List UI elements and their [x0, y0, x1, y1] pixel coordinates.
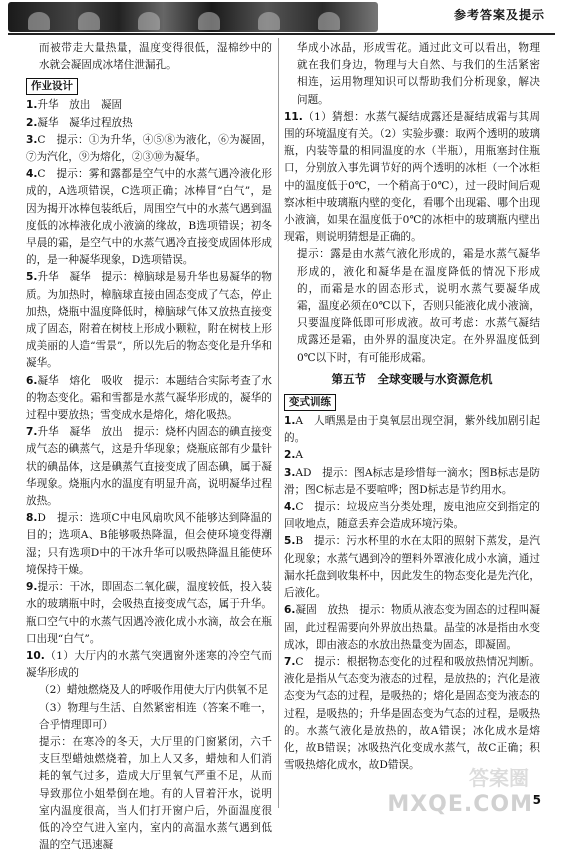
answer-item — [26, 132, 272, 166]
header-title: 参考答案及提示 — [453, 8, 545, 22]
answer-item — [26, 269, 272, 372]
item-text: （1）猜想：水蒸气凝结成露还是凝结成霜与其周围的环境温度有关。（2）实验步骤：取两个透明的玻璃瓶，内装等量的相同温度的水（半瓶），用瓶塞封住瓶口，分别放入事先调节好的两个透明的冰柜（一个冰柜中的温度低于0℃，一个稍高于0℃），过一段时间后观察冰柜中玻璃瓶内壁的变化，看哪个出现霜、哪个出现小液滴，如果在温度低于0℃的冰柜中的玻璃瓶内壁出现霜，则说明猜想是正确的。 — [284, 110, 540, 244]
item-number: 6. — [26, 374, 38, 387]
item-number: 2. — [26, 116, 38, 129]
answer-item — [26, 166, 272, 269]
column-divider — [278, 38, 279, 808]
item-number: 7. — [284, 655, 296, 668]
item-text: C 提示：垃圾应当分类处理，废电池应交到指定的回收地点，随意丢弃会造成环境污染。 — [284, 501, 540, 531]
item-number: 4. — [26, 168, 38, 181]
answer-item — [284, 465, 540, 499]
answer-item — [26, 648, 272, 682]
item-number: 6. — [284, 604, 296, 617]
answer-paragraph: （3）物理与生活、自然紧密相连（答案不唯一，合乎情理即可） — [39, 701, 272, 731]
answer-paragraph: 华成小冰晶，形成雪花。通过此文可以看出，物理就在我们身边，物理与大自然、与我们的生活紧密相连，运用物理知识可以帮助我们分析现象，解决问题。 — [297, 42, 540, 106]
item-text: C 提示：①为升华，④⑤⑧为液化，⑥为凝固，⑦为汽化，⑨为熔化，②③⑩为凝华。 — [26, 133, 272, 164]
item-text: C 提示：雾和露都是空气中的水蒸气遇冷液化形成的，A选项错误，C选项正确；冰棒冒“白气”，是因为揭开冰棒包装纸后，周围空气中的水蒸气遇到温度低的冰棒液化成小液滴的缘故，B选项错误；初冬早晨的霜，是空气中的水蒸气遇冷直接变成固体形成的，是一种凝华现象，D选项错误。 — [26, 168, 272, 267]
item-text: 凝固 放热 提示：物质从液态变为固态的过程叫凝固，此过程需要向外界放出热量。晶莹的冰是指由水变成冰，即由液态的水放出热量变为固态，即凝固。 — [284, 604, 540, 651]
section-label: 变式训练 — [284, 394, 336, 411]
answer-item — [26, 510, 272, 579]
item-number: 3. — [26, 133, 38, 146]
item-text: 升华 凝华 放出 提示：烧杯内固态的碘直接变成气态的碘蒸气，这是升华现象；烧瓶底部有少量针状的碘晶体，这是碘蒸气直接变成了固态碘，属于凝华现象。烧瓶内水的温度有明显升高，说明凝华过程放热。 — [26, 426, 272, 508]
watermark-url: MXQE.COM — [387, 792, 533, 817]
item-text: C 提示：根据物态变化的过程和吸放热情况判断。液化是指从气态变为液态的过程，是放热的；汽化是液态变为气态的过程，是吸热的；熔化是固态变为液态的过程，是吸热的；升华是固态变为气态的过程，是吸热的。水蒸气液化是放热的，故A错误；冰化成水是熔化，故B错误；冰吸热汽化变成水蒸气，故C正确；积雪吸热熔化成水，故D错误。 — [284, 655, 540, 772]
item-text: 凝华 凝华过程放热 — [37, 116, 133, 129]
item-number: 10. — [26, 649, 45, 662]
answer-item — [284, 654, 540, 774]
answer-item — [26, 97, 272, 114]
item-number: 5. — [284, 535, 296, 548]
page-header — [0, 0, 563, 34]
answer-item — [284, 109, 540, 247]
item-text: 提示：干冰，即固态二氧化碳，温度较低，投入装水的玻璃瓶中时，会吸热直接变成气态，属于升华。瓶口空气中的水蒸气因遇冷液化成小水滴，故会在瓶口出现“白气”。 — [26, 581, 272, 645]
header-rule — [8, 33, 555, 35]
item-number: 3. — [284, 466, 296, 479]
item-number: 2. — [284, 449, 296, 462]
answer-item — [284, 533, 540, 602]
item-number: 7. — [26, 426, 38, 439]
section-title: 第五节 全球变暖与水资源危机 — [331, 371, 493, 386]
header-decoration-banner — [8, 2, 378, 32]
item-text: A — [295, 449, 304, 462]
answer-paragraph: 提示：在寒冷的冬天，大厅里的门窗紧闭，六千支巨型蜡烛燃烧着，加上人又多，蜡烛和人们消耗的氧气过多，造成大厅里氧气严重不足，从而导致那位小姐晕倒在地。有的人冒着汗水，说明室内温度很高，当人们打开窗户后，外面温度很低的冷空气进入室内，室内的高温水蒸气遇到低温的空气迅速凝 — [39, 735, 272, 852]
item-text: 升华 放出 凝固 — [37, 99, 123, 112]
answer-paragraph: （2）蜡烛燃烧及人的呼吸作用使大厅内供氧不足 — [39, 684, 269, 697]
item-number: 1. — [284, 415, 296, 428]
answer-item — [26, 373, 272, 425]
answer-paragraph: 而被带走大量热量，温度变得很低，湿棉纱中的水就会凝固成冰堵住泄漏孔。 — [39, 42, 272, 72]
page-number: 5 — [532, 793, 541, 807]
item-number: 5. — [26, 271, 38, 284]
item-number: 4. — [284, 501, 296, 514]
item-text: （1）大厅内的水蒸气突遇窗外迷寒的冷空气而凝华形成的 — [26, 649, 272, 680]
section-label: 作业设计 — [26, 78, 78, 95]
answer-item — [284, 499, 540, 533]
answer-item — [26, 115, 272, 132]
item-number: 11. — [284, 110, 303, 123]
answer-item — [284, 447, 540, 464]
section-label-row — [284, 390, 540, 413]
item-text: B 提示：污水杯里的水在太阳的照射下蒸发，是汽化现象；水蒸气遇到冷的塑料外罩液化成小水滴，通过漏水托盘到收集杯中，因此发生的物态变化是先汽化，后液化。 — [284, 535, 540, 600]
watermark-logo: 答案圈 — [469, 766, 529, 790]
item-number: 8. — [26, 512, 38, 525]
item-text: 凝华 熔化 吸收 提示：本题结合实际考查了水的物态变化。霜和雪都是水蒸气凝华形成的，凝华的过程中要放热；雪变成水是熔化，熔化吸热。 — [26, 374, 272, 422]
answer-item — [26, 424, 272, 510]
item-number: 1. — [26, 99, 38, 112]
right-column — [284, 40, 540, 774]
section-label-row — [26, 74, 272, 97]
item-text: AD 提示：图A标志是珍惜每一滴水；图B标志是防滑；图C标志是不要喧哗；图D标志是节约用水。 — [284, 466, 540, 496]
answer-paragraph: 提示：露是由水蒸气液化形成的，霜是水蒸气凝华形成的，液化和凝华是在温度降低的情况下形成的，而霜是水的固态形式，说明水蒸气要凝华成霜，温度必须在0℃以下，否则只能液化成小液滴，只要温度降低即可形成液。故可考虑：水蒸气凝结成露还是霜，由外界的温度决定。在外界温度低到0℃以下时，有可能形成霜。 — [297, 248, 540, 364]
item-text: D 提示：选项C中电风扇吹风不能够达到降温的目的；选项A、B能够吸热降温，但会使环境变得潮湿；只有选项D中的干冰升华可以吸热降温且能使环境保持干燥。 — [26, 512, 272, 576]
answer-item — [284, 413, 540, 447]
answer-item — [26, 579, 272, 648]
item-text: 升华 凝华 提示：樟脑球是易升华也易凝华的物质。为加热时，樟脑球直接由固态变成了气态，停止加热，烧瓶中温度降低时，樟脑球气体又放热直接变成了固态，附着在树枝上形成小颗粒，附在树枝上形成美丽的人造“雪景”，所以先后的物态变化是升华和凝华。 — [26, 271, 272, 370]
answer-item — [284, 602, 540, 654]
left-column — [26, 40, 272, 854]
item-number: 9. — [26, 581, 38, 594]
item-text: A 人晒黑是由于臭氧层出现空洞，紫外线加剧引起的。 — [284, 415, 540, 445]
